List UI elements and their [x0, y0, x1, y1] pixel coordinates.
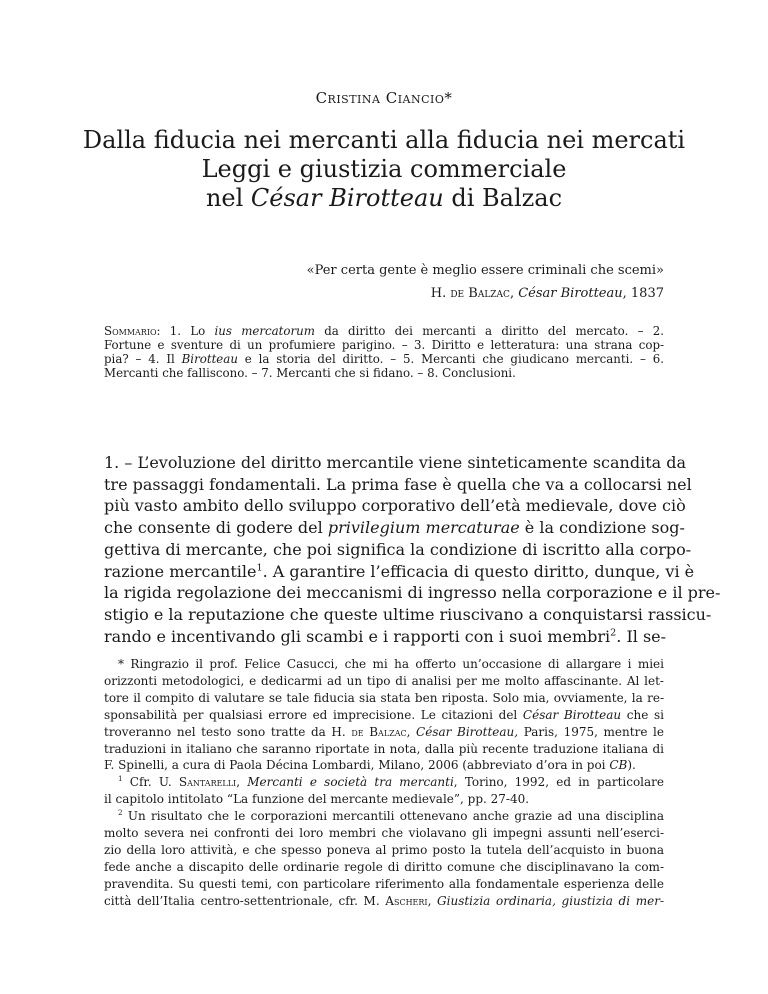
summary-text: e la storia del diritto. – 5. Mercanti che giudicano mercanti. – 6.	[237, 352, 664, 366]
footnote-2-line: pravendita. Su questi temi, con particolare riferimento alla fondamentale esperienza delle	[104, 876, 664, 891]
footnote-text: Un risultato che le corporazioni mercantili ottenevano anche grazie ad una disciplina	[122, 809, 664, 824]
footnote-text: ,	[406, 724, 417, 739]
epigraph-author-de: de	[450, 286, 469, 301]
footnote-text: sponsabilità per qualsiasi errore ed imprecisione. Le citazioni del	[104, 707, 523, 722]
footnote-italic: CB	[609, 758, 628, 773]
footnote-italic: Mercanti e società tra mercanti	[247, 775, 454, 790]
body-text: razione mercantile	[104, 561, 257, 581]
title-line-2: Leggi e giustizia commerciale	[201, 155, 567, 183]
footnote-text: ,	[236, 775, 248, 790]
body-text: rando e incentivando gli scambi e i rapporti con i suoi membri	[104, 626, 611, 646]
footnote-star-line	[104, 724, 664, 741]
body-text: è la condizione sog-	[519, 518, 685, 538]
author-footnote-marker: *	[444, 89, 453, 107]
summary-line-3	[104, 352, 664, 366]
footnote-star-line	[104, 707, 664, 724]
footnote-smallcaps: Santarelli	[178, 775, 237, 790]
body-line: più vasto ambito dello sviluppo corporativo dell’età medievale, dove ciò	[104, 496, 686, 516]
footnote-text: ).	[627, 758, 636, 773]
footnote-text: che si	[621, 707, 664, 722]
footnote-text: città dell’Italia centro-settentrionale, cfr. M.	[104, 893, 386, 908]
summary-label: Sommario:	[104, 324, 161, 338]
footnote-ref-1[interactable]: 1	[256, 562, 263, 574]
footnote-2-line: zio della loro attività, e che spesso poneva al primo posto la tutela dell’acquisto in buona	[104, 842, 664, 857]
footnotes	[104, 656, 664, 910]
footnote-text: F. Spinelli, a cura di Paola Décina Lombardi, Milano, 2006 (abbreviato d’ora in poi	[104, 758, 610, 773]
body-line	[104, 561, 695, 583]
epigraph-quote: «Per certa gente è meglio essere criminali che scemi»	[306, 263, 664, 278]
footnote-text: ,	[427, 893, 438, 908]
article-title	[60, 126, 708, 213]
summary-italic: ius mercatorum	[214, 324, 315, 338]
title-line-1: Dalla fiducia nei mercanti alla fiducia nei mercati	[82, 126, 686, 154]
footnote-smallcaps: de Balzac	[351, 724, 407, 739]
footnote-2-number: 2	[118, 808, 123, 818]
epigraph-author-name: Balzac	[468, 286, 510, 301]
footnote-star-line: * Ringrazio il prof. Felice Casucci, che mi ha offerto un’occasione di allargare i miei	[118, 657, 664, 671]
body-line: tre passaggi fondamentali. La prima fase è quella che va a collocarsi nel	[104, 474, 692, 494]
footnote-text: Paris, 1975, mentre le	[518, 724, 664, 739]
body-line: 1. – L’evoluzione del diritto mercantile viene sinteticamente scandita da	[104, 453, 687, 472]
summary	[104, 324, 664, 380]
title-line-3-post: di Balzac	[443, 184, 563, 212]
footnote-2-line	[104, 893, 664, 910]
body-text: che consente di godere del	[104, 518, 328, 538]
epigraph-attribution: H. de Balzac, César Birotteau, 1837	[430, 286, 664, 301]
epigraph	[307, 263, 664, 302]
footnote-2-line: fede anche a discapito delle ordinarie regole di diritto comune che disciplinavano la com-	[104, 859, 664, 874]
summary-line-4: Mercanti che falliscono. – 7. Mercanti che si fidano. – 8. Conclusioni.	[104, 366, 516, 380]
summary-line-2: Fortune e sventure di un profumiere parigino. – 3. Diritto e letteratura: una strana cop-	[104, 338, 664, 352]
body-line	[104, 517, 685, 539]
footnote-italic: Giustizia ordinaria, giustizia di mer-	[437, 893, 664, 908]
title-line-3	[60, 184, 708, 213]
author-name	[0, 89, 768, 107]
footnote-2-line: molto severa nei confronti dei loro membri che violavano gli impegni assunti nell’eserci-	[104, 826, 664, 841]
summary-text: 1. Lo	[160, 324, 215, 338]
footnote-1-number: 1	[118, 774, 123, 784]
body-line: stigio e la reputazione che queste ultime riuscivano a conquistarsi rassicu-	[104, 604, 712, 624]
footnote-text: , Torino, 1992, ed in particolare	[453, 775, 664, 790]
body-line	[104, 626, 667, 648]
summary-line-1	[104, 324, 664, 338]
footnote-smallcaps: Ascheri	[385, 893, 428, 908]
summary-text: da diritto dei mercanti a diritto del mercato. – 2.	[314, 324, 664, 338]
summary-text: pia? – 4. Il	[104, 352, 182, 366]
title-line-3-pre: nel	[205, 184, 251, 212]
epigraph-year: , 1837	[622, 286, 664, 301]
author-name-text: Cristina Ciancio	[315, 89, 445, 107]
footnote-1-line	[104, 774, 664, 791]
epigraph-author-initial: H.	[430, 286, 451, 301]
footnote-italic: César Birotteau	[522, 707, 622, 722]
body-text: . Il se-	[616, 626, 667, 646]
footnote-ref-2[interactable]: 2	[610, 627, 617, 639]
footnote-2-line	[104, 808, 664, 825]
footnote-1-line: il capitolo intitolato “La funzione del mercante medievale”, pp. 27-40.	[104, 792, 530, 807]
footnote-star-line: traduzioni in italiano che saranno riportate in nota, dalla più recente traduzione italiana di	[104, 741, 664, 756]
footnote-star-line: orizzonti metodologici, e dedicarmi ad un tipo di analisi per me molto affascinante. Al let-	[104, 673, 664, 688]
summary-italic: Birotteau	[181, 352, 238, 366]
footnote-star-line: tore il compito di valutare se tale fiducia sia stata ben riposta. Solo mia, ovviamente, la re-	[104, 690, 664, 705]
epigraph-work: César Birotteau	[518, 286, 623, 301]
body-line: gettiva di mercante, che poi significa la condizione di iscritto alla corpo-	[104, 539, 692, 559]
footnote-star-line	[104, 757, 664, 774]
footnote-text: troveranno nel testo sono tratte da H.	[104, 724, 352, 739]
footnote-text: Cfr. U.	[122, 775, 179, 790]
body-text: . A garantire l’efficacia di questo diritto, dunque, vi è	[262, 561, 695, 581]
body-paragraph	[104, 452, 721, 647]
body-line: la rigida regolazione dei meccanismi di ingresso nella corporazione e il pre-	[104, 583, 721, 603]
body-italic: privilegium mercaturae	[327, 518, 520, 538]
footnote-italic: César Birotteau,	[416, 724, 519, 739]
title-line-3-italic: César Birotteau	[250, 184, 444, 212]
